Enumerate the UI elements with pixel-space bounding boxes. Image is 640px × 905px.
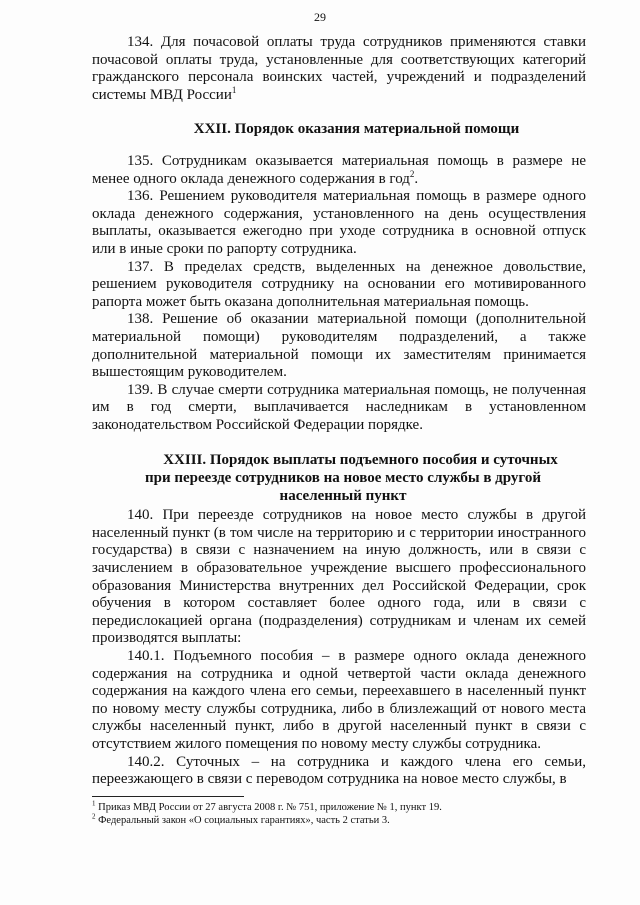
document-body [92, 34, 586, 789]
footnote-2-text: Федеральный закон «О социальных гарантиях», часть 2 статьи 3. [98, 815, 390, 826]
footnote-2 [92, 814, 586, 827]
footnote-1-text: Приказ МВД России от 27 августа 2008 г. № 751, приложение № 1, пункт 19. [98, 802, 442, 813]
paragraph-140-1: 140.1. Подъемного пособия – в размере одного оклада денежного содержания на сотрудника и одной четвертой части оклада денежного содержания на каждого члена его семьи, переехавшего в населенный пункт по новому месту службы сотрудника, либо в близлежащий от нового места службы населенный пункт, либо в другой населенный пункт в связи с отсутствием жилого помещения по новому месту службы сотрудника. [92, 648, 586, 752]
footnote-ref-1: 1 [231, 84, 237, 95]
paragraph-136: 136. Решением руководителя материальная помощь в размере одного оклада денежного содержания, установленного на день осуществления выплаты, оказывается ежегодно при уходе сотрудника в основной отпуск или в иные сроки по рапорту сотрудника. [92, 188, 586, 257]
page-number: 29 [314, 10, 326, 24]
section-22-heading: XXII. Порядок оказания материальной помощи [193, 121, 520, 138]
section-23-heading: XXIII. Порядок выплаты подъемного пособия и суточных при переезде сотрудников на новое место службы в другой населенный пункт [145, 452, 558, 504]
footnote-ref-2: 2 [409, 168, 415, 179]
paragraph-140: 140. При переезде сотрудников на новое место службы в другой населенный пункт (в том числе на территорию и с территории иностранного государства) в связи с назначением на иную должность, или в связи с зачислением в образовательное учреждение высшего профессионального образования Министерства внутренних дел Российской Федерации, срок обучения в котором составляет более одного года, или в связи с передислокацией органа (подразделения) сотрудникам и членам их семей производятся выплаты: [92, 507, 586, 647]
paragraph-134 [92, 34, 586, 104]
paragraph-138: 138. Решение об оказании материальной помощи (дополнительной материальной помощи) руководителям подразделений, а также дополнительной материальной помощи их заместителям принимается вышестоящим руководителем. [92, 311, 586, 381]
paragraph-139: 139. В случае смерти сотрудника материальная помощь, не полученная им в год смерти, выплачивается наследникам в установленном законодательством Российской Федерации порядке. [92, 381, 586, 433]
footnotes [92, 801, 586, 827]
paragraph-137: 137. В пределах средств, выделенных на денежное довольствие, решением руководителя сотруднику на основании его мотивированного рапорта может быть оказана дополнительная материальная помощь. [92, 258, 586, 310]
footnote-1-marker: 1 [92, 799, 96, 808]
footnote-1 [92, 801, 586, 814]
paragraph-140-2: 140.2. Суточных – на сотрудника и каждого члена его семьи, переезжающего в связи с переводом сотрудника на новое место службы, в [92, 753, 586, 788]
footnote-2-marker: 2 [92, 812, 96, 821]
paragraph-134-text: 134. Для почасовой оплаты труда сотрудников применяются ставки почасовой оплаты труда, установленные для соответствующих категорий гражданского персонала воинских частей, учреждений и подразделений системы МВД России [92, 34, 586, 103]
footnote-divider [92, 796, 244, 797]
paragraph-135: 135. Сотрудникам оказывается материальная помощь в размере не менее одного оклада денежного содержания в год$^2$. [92, 152, 586, 187]
paragraph-135-text: 135. Сотрудникам оказывается материальная помощь в размере не менее одного оклада денежного содержания в год [92, 152, 586, 187]
